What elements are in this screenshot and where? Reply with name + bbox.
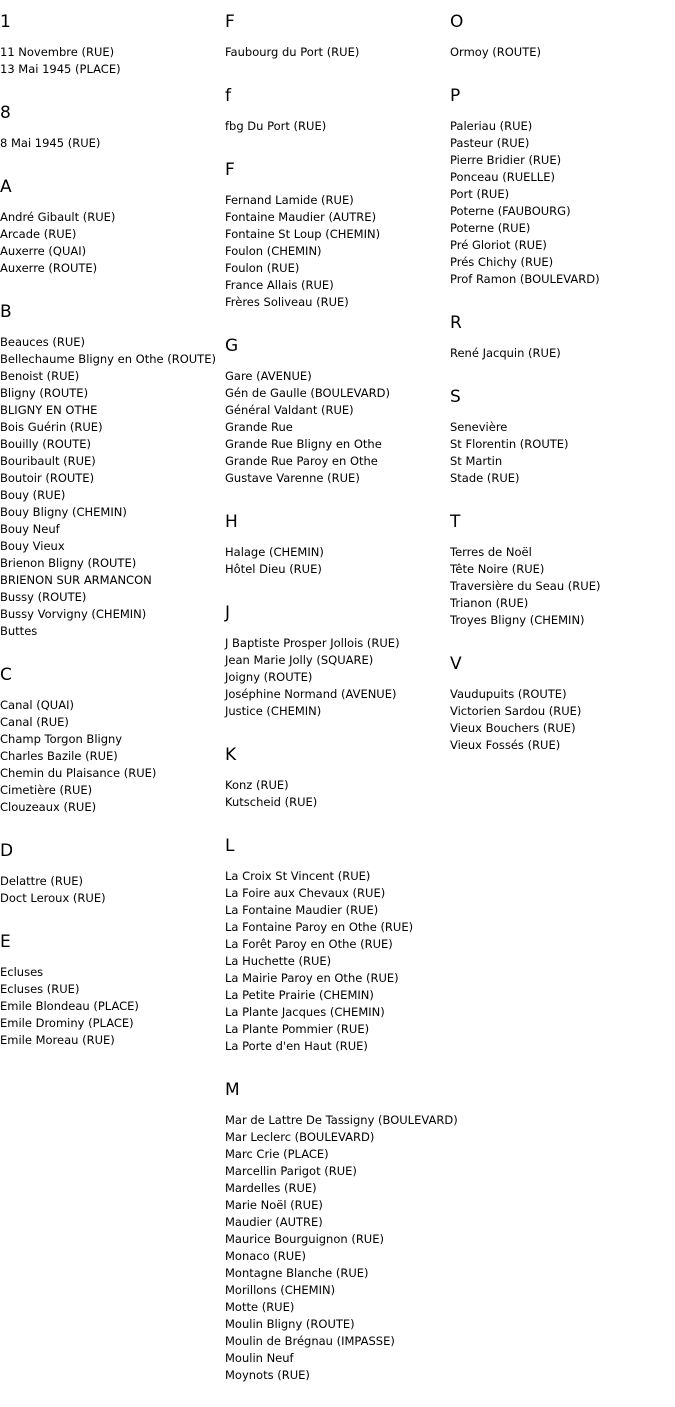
street-link[interactable]: André Gibault (RUE) bbox=[0, 210, 116, 224]
street-link[interactable]: Bouilly (ROUTE) bbox=[0, 437, 91, 451]
letter-section bbox=[0, 175, 225, 277]
street-link[interactable]: La Mairie Paroy en Othe (RUE) bbox=[225, 971, 399, 985]
street-link[interactable]: Emile Moreau (RUE) bbox=[0, 1033, 115, 1047]
street-link[interactable]: Chemin du Plaisance (RUE) bbox=[0, 766, 157, 780]
street-link[interactable]: La Plante Jacques (CHEMIN) bbox=[225, 1005, 385, 1019]
street-link[interactable]: La Foire aux Chevaux (RUE) bbox=[225, 886, 386, 900]
street-link[interactable]: La Plante Pommier (RUE) bbox=[225, 1022, 370, 1036]
street-link[interactable]: Prof Ramon (BOULEVARD) bbox=[450, 272, 600, 286]
street-link[interactable]: Gare (AVENUE) bbox=[225, 369, 312, 383]
street-link[interactable]: Bussy (ROUTE) bbox=[0, 590, 87, 604]
street-link[interactable]: Bussy Vorvigny (CHEMIN) bbox=[0, 607, 147, 621]
street-link[interactable]: 8 Mai 1945 (RUE) bbox=[0, 136, 101, 150]
letter-section bbox=[225, 601, 450, 720]
section-letter-heading: E bbox=[0, 932, 11, 952]
street-link[interactable]: 11 Novembre (RUE) bbox=[0, 45, 115, 59]
street-link[interactable]: La Croix St Vincent (RUE) bbox=[225, 869, 371, 883]
street-link[interactable]: Bois Guérin (RUE) bbox=[0, 420, 103, 434]
section-letter-heading: M bbox=[225, 1080, 240, 1100]
street-link[interactable]: Gustave Varenne (RUE) bbox=[225, 471, 360, 485]
street-link[interactable]: Hôtel Dieu (RUE) bbox=[225, 562, 322, 576]
street-link[interactable]: Moulin de Brégnau (IMPASSE) bbox=[225, 1334, 395, 1348]
street-link[interactable]: BLIGNY EN OTHE bbox=[0, 403, 98, 417]
street-link[interactable]: Mardelles (RUE) bbox=[225, 1181, 317, 1195]
street-link[interactable]: Marie Noël (RUE) bbox=[225, 1198, 323, 1212]
street-link[interactable]: Grande Rue Bligny en Othe bbox=[225, 437, 382, 451]
section-letter-heading: V bbox=[450, 654, 462, 674]
letter-section bbox=[225, 84, 450, 135]
street-link[interactable]: Poterne (RUE) bbox=[450, 221, 531, 235]
section-letter-heading: H bbox=[225, 512, 238, 532]
section-letter-heading: 1 bbox=[0, 12, 11, 32]
street-link[interactable]: Troyes Bligny (CHEMIN) bbox=[450, 613, 585, 627]
section-letter-heading: O bbox=[450, 12, 464, 32]
street-link[interactable]: Emile Blondeau (PLACE) bbox=[0, 999, 139, 1013]
street-link[interactable]: Montagne Blanche (RUE) bbox=[225, 1266, 369, 1280]
street-link[interactable]: Clouzeaux (RUE) bbox=[0, 800, 97, 814]
street-link[interactable]: Fontaine Maudier (AUTRE) bbox=[225, 210, 377, 224]
street-link[interactable]: Champ Torgon Bligny bbox=[0, 732, 123, 746]
street-link[interactable]: St Martin bbox=[450, 454, 503, 468]
section-letter-heading: L bbox=[225, 836, 235, 856]
street-link[interactable]: Motte (RUE) bbox=[225, 1300, 295, 1314]
street-index-column-3 bbox=[450, 10, 675, 777]
street-link[interactable]: Gén de Gaulle (BOULEVARD) bbox=[225, 386, 390, 400]
street-link[interactable]: Monaco (RUE) bbox=[225, 1249, 306, 1263]
street-link[interactable]: Terres de Noël bbox=[450, 545, 532, 559]
street-link[interactable]: Auxerre (ROUTE) bbox=[0, 261, 98, 275]
letter-section bbox=[225, 158, 450, 311]
letter-section bbox=[0, 300, 225, 640]
street-link[interactable]: Auxerre (QUAI) bbox=[0, 244, 87, 258]
street-link[interactable]: Kutscheid (RUE) bbox=[225, 795, 318, 809]
street-link[interactable]: Bouy Vieux bbox=[0, 539, 65, 553]
street-index-column-2 bbox=[225, 10, 458, 1407]
street-link[interactable]: Morillons (CHEMIN) bbox=[225, 1283, 336, 1297]
letter-section bbox=[225, 1078, 458, 1384]
section-letter-heading: F bbox=[225, 160, 235, 180]
street-link[interactable]: Konz (RUE) bbox=[225, 778, 289, 792]
street-link[interactable]: Beauces (RUE) bbox=[0, 335, 85, 349]
street-link[interactable]: Victorien Sardou (RUE) bbox=[450, 704, 582, 718]
section-letter-heading: A bbox=[0, 177, 12, 197]
section-letter-heading: f bbox=[225, 86, 231, 106]
street-link[interactable]: Bouy Bligny (CHEMIN) bbox=[0, 505, 127, 519]
street-link[interactable]: Pré Gloriot (RUE) bbox=[450, 238, 547, 252]
street-link[interactable]: Brienon Bligny (ROUTE) bbox=[0, 556, 137, 570]
street-link[interactable]: Bellechaume Bligny en Othe (ROUTE) bbox=[0, 352, 216, 366]
street-link[interactable]: Benoist (RUE) bbox=[0, 369, 80, 383]
street-link[interactable]: Grande Rue Paroy en Othe bbox=[225, 454, 378, 468]
street-link[interactable]: Stade (RUE) bbox=[450, 471, 520, 485]
street-link[interactable]: Fontaine St Loup (CHEMIN) bbox=[225, 227, 381, 241]
street-link[interactable]: Paleriau (RUE) bbox=[450, 119, 533, 133]
street-link[interactable]: Boutoir (ROUTE) bbox=[0, 471, 95, 485]
street-index-column-1 bbox=[0, 10, 225, 1072]
street-link[interactable]: Foulon (CHEMIN) bbox=[225, 244, 322, 258]
section-letter-heading: C bbox=[0, 665, 12, 685]
street-link[interactable]: Marcellin Parigot (RUE) bbox=[225, 1164, 357, 1178]
street-link[interactable]: La Huchette (RUE) bbox=[225, 954, 332, 968]
street-link[interactable]: Fernand Lamide (RUE) bbox=[225, 193, 354, 207]
street-link[interactable]: Canal (RUE) bbox=[0, 715, 69, 729]
street-link[interactable]: Joséphine Normand (AVENUE) bbox=[225, 687, 397, 701]
street-link[interactable]: La Fontaine Paroy en Othe (RUE) bbox=[225, 920, 414, 934]
street-link[interactable]: Halage (CHEMIN) bbox=[225, 545, 324, 559]
street-link[interactable]: Cimetière (RUE) bbox=[0, 783, 93, 797]
section-letter-heading: S bbox=[450, 387, 461, 407]
street-link[interactable]: Prés Chichy (RUE) bbox=[450, 255, 554, 269]
street-link[interactable]: Ormoy (ROUTE) bbox=[450, 45, 542, 59]
street-link[interactable]: Joigny (ROUTE) bbox=[225, 670, 313, 684]
street-link[interactable]: Bouribault (RUE) bbox=[0, 454, 96, 468]
street-link[interactable]: Ponceau (RUELLE) bbox=[450, 170, 555, 184]
street-link[interactable]: Vieux Bouchers (RUE) bbox=[450, 721, 576, 735]
street-link[interactable]: Vaudupuits (ROUTE) bbox=[450, 687, 567, 701]
street-link[interactable]: Maurice Bourguignon (RUE) bbox=[225, 1232, 384, 1246]
street-link[interactable]: Ecluses (RUE) bbox=[0, 982, 80, 996]
letter-section bbox=[450, 311, 675, 362]
street-link[interactable]: fbg Du Port (RUE) bbox=[225, 119, 327, 133]
street-link[interactable]: Trianon (RUE) bbox=[450, 596, 529, 610]
street-link[interactable]: Moulin Bligny (ROUTE) bbox=[225, 1317, 355, 1331]
street-link[interactable]: Bouy Neuf bbox=[0, 522, 60, 536]
section-letter-heading: D bbox=[0, 841, 14, 861]
street-link[interactable]: Pasteur (RUE) bbox=[450, 136, 530, 150]
letter-section bbox=[225, 334, 450, 487]
letter-section bbox=[0, 930, 225, 1049]
street-link[interactable]: Port (RUE) bbox=[450, 187, 510, 201]
street-link[interactable]: Faubourg du Port (RUE) bbox=[225, 45, 360, 59]
street-link[interactable]: Charles Bazile (RUE) bbox=[0, 749, 118, 763]
letter-section bbox=[0, 839, 225, 907]
section-letter-heading: J bbox=[225, 603, 231, 623]
street-link[interactable]: Maudier (AUTRE) bbox=[225, 1215, 323, 1229]
letter-section bbox=[450, 84, 675, 288]
street-link[interactable]: La Petite Prairie (CHEMIN) bbox=[225, 988, 374, 1002]
street-link[interactable]: Doct Leroux (RUE) bbox=[0, 891, 106, 905]
street-link[interactable]: René Jacquin (RUE) bbox=[450, 346, 561, 360]
street-link[interactable]: Moulin Neuf bbox=[225, 1351, 294, 1365]
street-link[interactable]: Marc Crie (PLACE) bbox=[225, 1147, 329, 1161]
letter-section bbox=[0, 663, 225, 816]
street-link[interactable]: Frères Soliveau (RUE) bbox=[225, 295, 349, 309]
street-link[interactable]: Vieux Fossés (RUE) bbox=[450, 738, 561, 752]
street-link[interactable]: St Florentin (ROUTE) bbox=[450, 437, 569, 451]
street-link[interactable]: Senevière bbox=[450, 420, 508, 434]
street-link[interactable]: La Porte d'en Haut (RUE) bbox=[225, 1039, 368, 1053]
street-link[interactable]: Foulon (RUE) bbox=[225, 261, 300, 275]
street-link[interactable]: Moynots (RUE) bbox=[225, 1368, 310, 1382]
street-link[interactable]: Buttes bbox=[0, 624, 38, 638]
letter-section bbox=[0, 101, 225, 152]
street-link[interactable]: Bligny (ROUTE) bbox=[0, 386, 89, 400]
street-link[interactable]: Bouy (RUE) bbox=[0, 488, 66, 502]
street-link[interactable]: Delattre (RUE) bbox=[0, 874, 84, 888]
letter-section bbox=[450, 10, 675, 61]
letter-section bbox=[450, 510, 675, 629]
letter-section bbox=[225, 10, 450, 61]
street-link[interactable]: Arcade (RUE) bbox=[0, 227, 77, 241]
section-letter-heading: P bbox=[450, 86, 461, 106]
street-link[interactable]: Ecluses bbox=[0, 965, 44, 979]
section-letter-heading: B bbox=[0, 302, 12, 322]
street-link[interactable]: La Fontaine Maudier (RUE) bbox=[225, 903, 379, 917]
section-letter-heading: 8 bbox=[0, 103, 11, 123]
letter-section bbox=[0, 10, 225, 78]
street-link[interactable]: Emile Drominy (PLACE) bbox=[0, 1016, 134, 1030]
street-link[interactable]: Canal (QUAI) bbox=[0, 698, 74, 712]
letter-section bbox=[225, 510, 450, 578]
street-link[interactable]: Pierre Bridier (RUE) bbox=[450, 153, 562, 167]
section-letter-heading: T bbox=[450, 512, 461, 532]
street-link[interactable]: Tête Noire (RUE) bbox=[450, 562, 545, 576]
letter-section bbox=[225, 743, 450, 811]
street-link[interactable]: Mar Leclerc (BOULEVARD) bbox=[225, 1130, 375, 1144]
street-link[interactable]: Général Valdant (RUE) bbox=[225, 403, 354, 417]
street-link[interactable]: 13 Mai 1945 (PLACE) bbox=[0, 62, 121, 76]
section-letter-heading: G bbox=[225, 336, 239, 356]
letter-section bbox=[450, 652, 675, 754]
street-link[interactable]: La Forêt Paroy en Othe (RUE) bbox=[225, 937, 393, 951]
street-link[interactable]: Jean Marie Jolly (SQUARE) bbox=[225, 653, 374, 667]
street-link[interactable]: France Allais (RUE) bbox=[225, 278, 334, 292]
street-link[interactable]: J Baptiste Prosper Jollois (RUE) bbox=[225, 636, 400, 650]
street-link[interactable]: Poterne (FAUBOURG) bbox=[450, 204, 571, 218]
street-link[interactable]: Justice (CHEMIN) bbox=[225, 704, 322, 718]
section-letter-heading: F bbox=[225, 12, 235, 32]
street-link[interactable]: BRIENON SUR ARMANCON bbox=[0, 573, 152, 587]
section-letter-heading: R bbox=[450, 313, 462, 333]
letter-section bbox=[225, 834, 450, 1055]
section-letter-heading: K bbox=[225, 745, 237, 765]
street-link[interactable]: Traversière du Seau (RUE) bbox=[450, 579, 601, 593]
street-link[interactable]: Grande Rue bbox=[225, 420, 293, 434]
letter-section bbox=[450, 385, 675, 487]
street-link[interactable]: Mar de Lattre De Tassigny (BOULEVARD) bbox=[225, 1113, 458, 1127]
